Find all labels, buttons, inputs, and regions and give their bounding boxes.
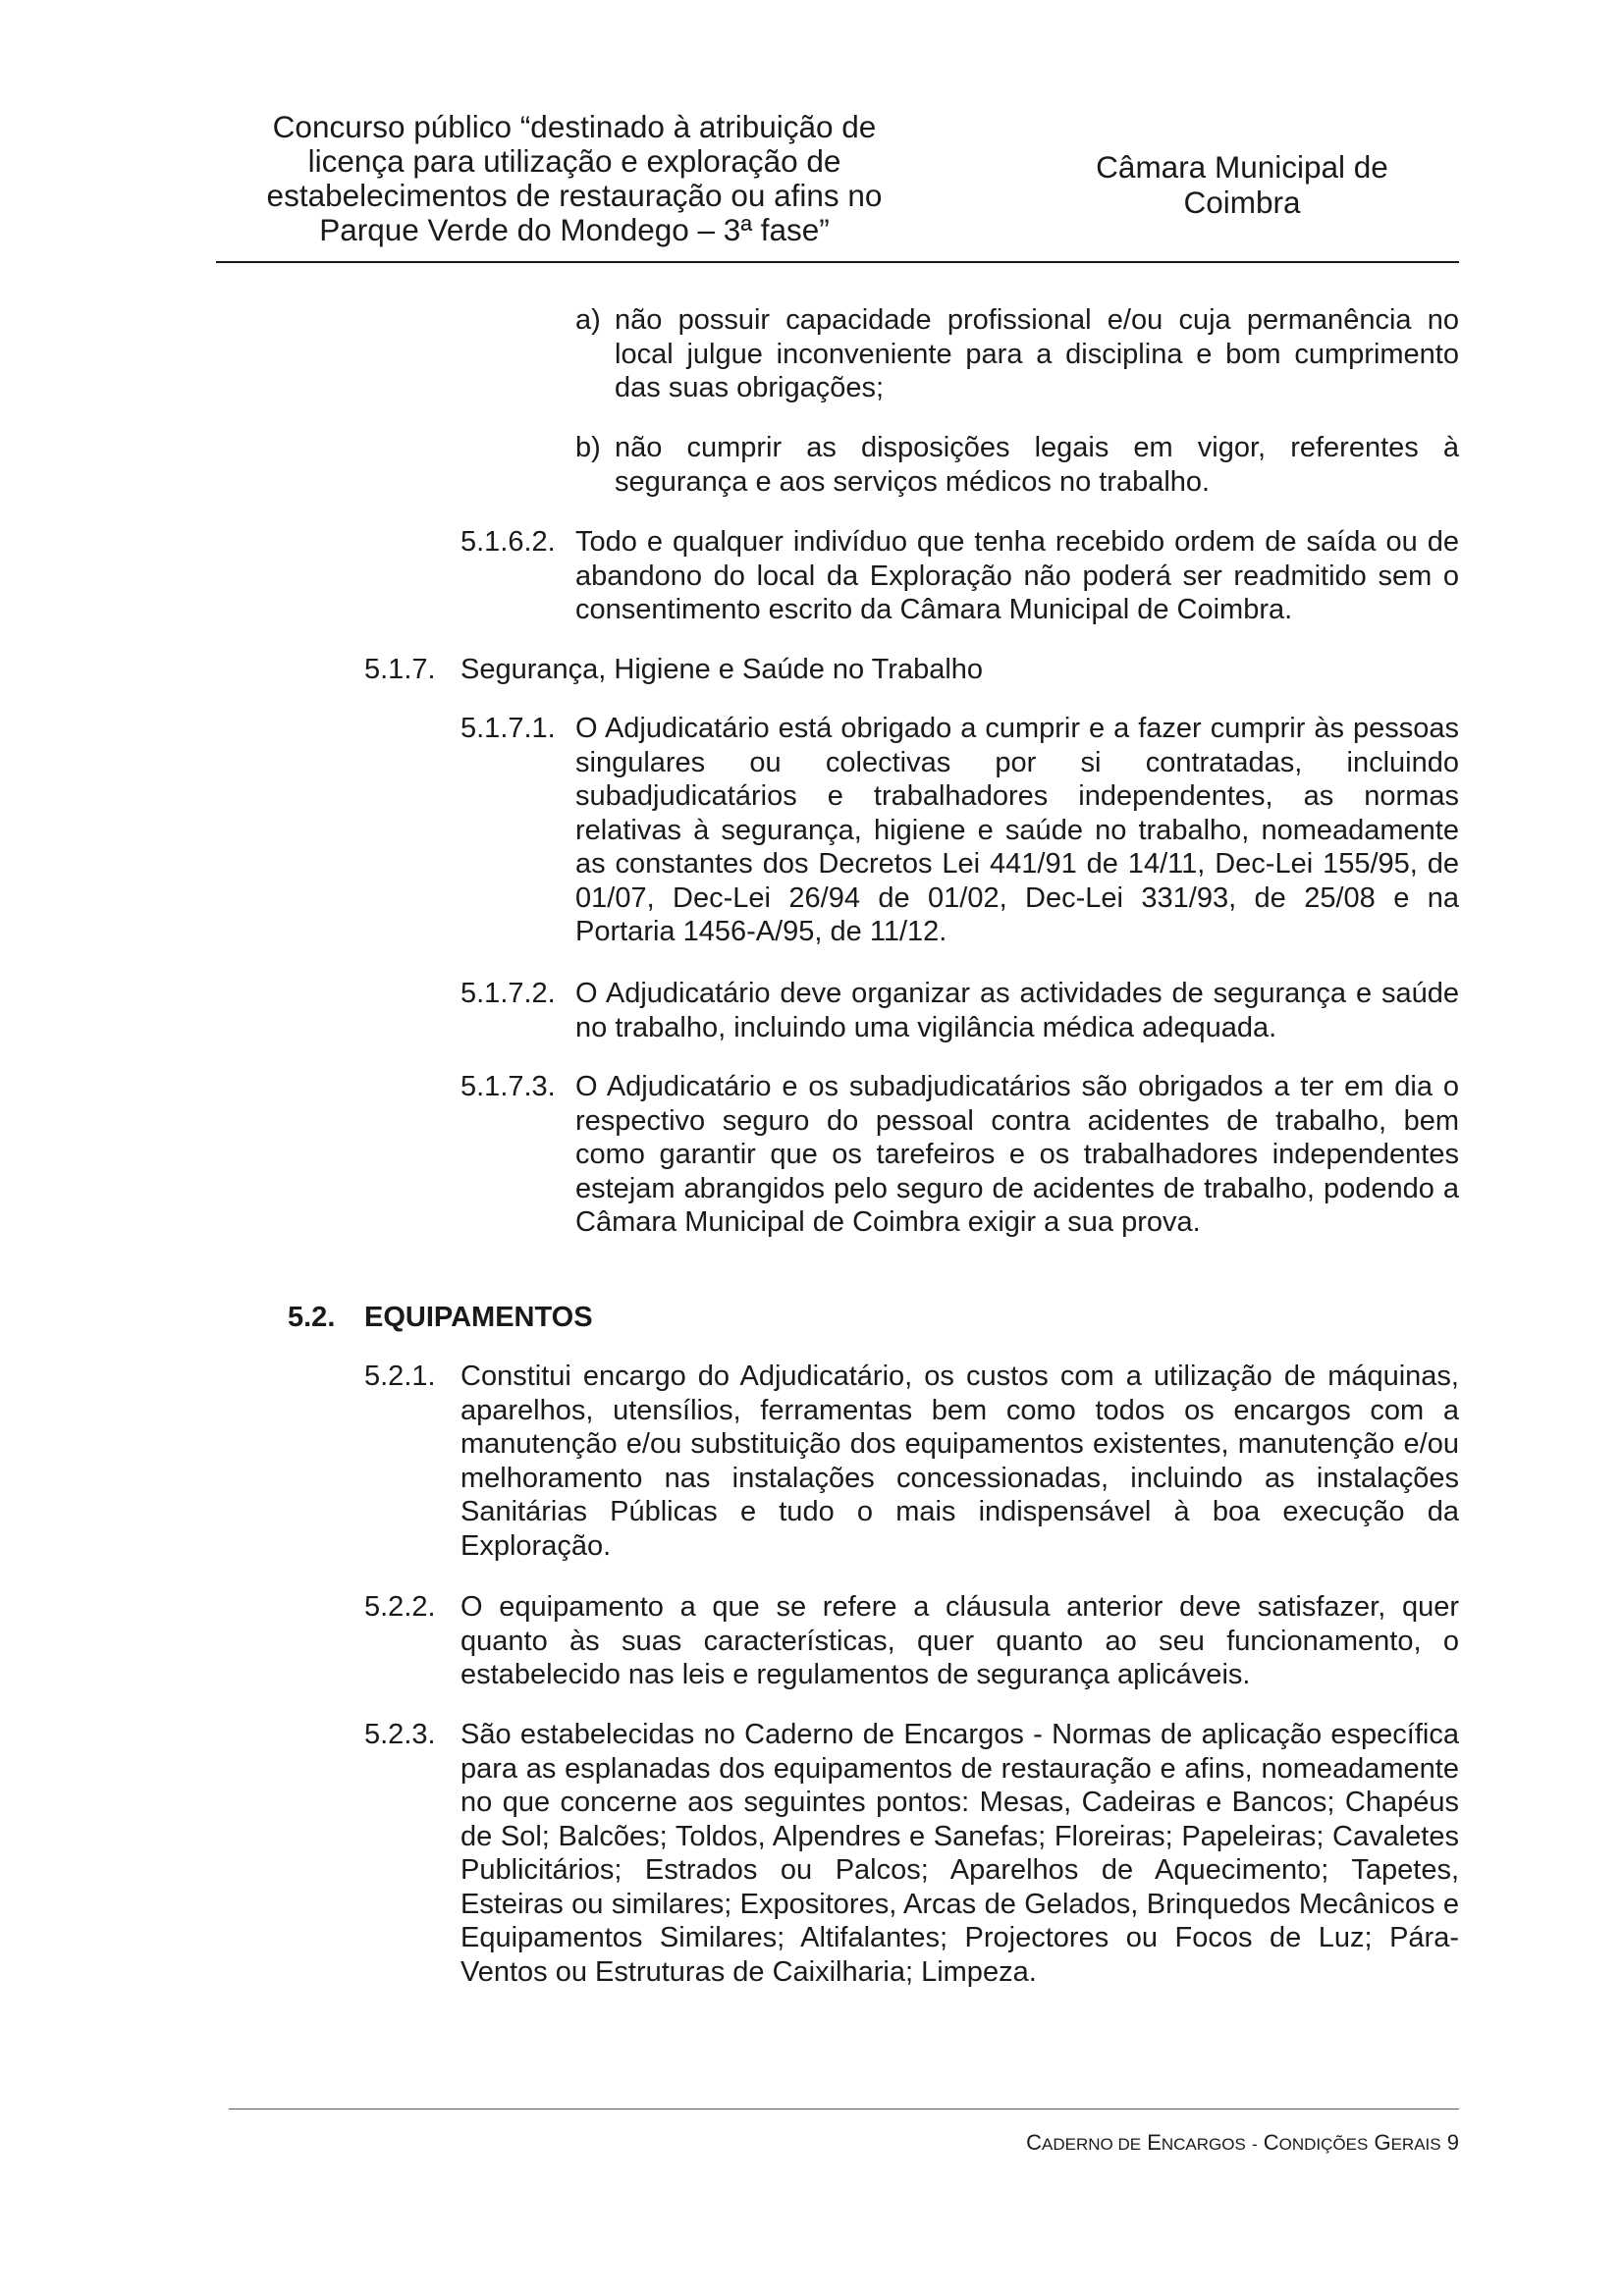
- page-footer: [1026, 2130, 1459, 2158]
- clause-number: 5.1.6.2.: [460, 526, 556, 558]
- clause-5-2-2: [364, 1590, 1459, 1693]
- footer-word-initial: E: [1147, 2130, 1162, 2155]
- list-item-b: [575, 431, 1459, 500]
- header-title-line: licença para utilização e exploração de: [307, 143, 841, 179]
- clause-text: O Adjudicatário deve organizar as actividades de segurança e saúde no trabalho, incluindo uma vigilância médica adequada.: [575, 978, 1459, 1043]
- clause-number: 5.1.7.1.: [460, 713, 556, 744]
- clause-text: Constitui encargo do Adjudicatário, os custos com a utilização de máquinas, aparelhos, utensílios, ferramentas bem como todos os encargos com a manutenção e/ou substituição dos equipamentos existentes, manutenção e/ou melhoramento nas instalações concessionadas, incluindo as instalações Sanitárias Públicas e tudo o mais indispensável à boa execução da Exploração.: [460, 1361, 1459, 1562]
- header-contest-title: [216, 110, 933, 247]
- clause-text: Todo e qualquer indivíduo que tenha recebido ordem de saída ou de abandono do local da Exploração não poderá ser readmitido sem o consentimento escrito da Câmara Municipal de Coimbra.: [575, 526, 1459, 625]
- clause-number: 5.1.7.: [364, 654, 436, 685]
- clause-number: 5.2.2.: [364, 1591, 436, 1623]
- clause-title: Segurança, Higiene e Saúde no Trabalho: [460, 654, 984, 685]
- section-heading-5-2: [288, 1301, 877, 1335]
- footer-word-rest: ADERNO DE: [1041, 2135, 1142, 2154]
- item-number: b): [575, 432, 601, 463]
- clause-5-1-7: [364, 653, 1459, 687]
- clause-number: 5.1.7.3.: [460, 1071, 556, 1102]
- clause-5-2-1: [364, 1360, 1459, 1566]
- header-title-line: Concurso público “destinado à atribuição de: [272, 109, 877, 144]
- item-text: não cumprir as disposições legais em vigor, referentes à segurança e aos serviços médicos no trabalho.: [615, 432, 1459, 498]
- page-header: [216, 110, 1463, 262]
- clause-text: O Adjudicatário está obrigado a cumprir e a fazer cumprir às pessoas singulares ou colectivas por si contratadas, incluindo subadjudicatários e trabalhadores independentes, as normas relativas à segurança, higiene e saúde no trabalho, nomeadamente as constantes dos Decretos Lei 441/91 de 14/11, Dec-Lei 155/95, de 01/07, Dec-Lei 26/94 de 01/02, Dec-Lei 331/93, de 25/08 e na Portaria 1456-A/95, de 11/12.: [575, 713, 1459, 947]
- footer-word-rest: ERAIS: [1390, 2135, 1441, 2154]
- item-number: a): [575, 304, 601, 336]
- clause-text: O equipamento a que se refere a cláusula anterior deve satisfazer, quer quanto às suas características, quer quanto ao seu funcionamento, o estabelecido nas leis e regulamentos de segurança aplicáveis.: [460, 1591, 1459, 1690]
- item-text: não possuir capacidade profissional e/ou cuja permanência no local julgue inconveniente para a disciplina e bom cumprimento das suas obrigações;: [615, 304, 1459, 403]
- clause-text: O Adjudicatário e os subadjudicatários são obrigados a ter em dia o respectivo seguro do pessoal contra acidentes de trabalho, bem como garantir que os tarefeiros e os trabalhadores independentes estejam abrangidos pelo seguro de acidentes de trabalho, podendo a Câmara Municipal de Coimbra exigir a sua prova.: [575, 1071, 1459, 1238]
- footer-word-initial: C: [1026, 2130, 1042, 2155]
- footer-word-initial: G: [1374, 2130, 1391, 2155]
- clause-text: São estabelecidas no Caderno de Encargos - Normas de aplicação específica para as esplanadas dos equipamentos de restauração e afins, nomeadamente no que concerne aos seguintes pontos: Mesas, Cadeiras e Bancos; Chapéus de Sol; Balcões; Toldos, Alpendres e Sanefas; Floreiras; Papeleiras; Cavaletes Publicitários; Estrados ou Palcos; Aparelhos de Aquecimento; Tapetes, Esteiras ou similares; Expositores, Arcas de Gelados, Brinquedos Mecânicos e Equipamentos Similares; Altifalantes; Projectores ou Focos de Luz; Pára-Ventos ou Estruturas de Caixilharia; Limpeza.: [460, 1719, 1459, 1988]
- header-organization: [1051, 149, 1434, 220]
- list-item-a: [575, 303, 1459, 406]
- header-title-line: Parque Verde do Mondego – 3ª fase”: [319, 212, 830, 247]
- clause-5-2-3: [364, 1718, 1459, 2027]
- page-number: 9: [1446, 2130, 1459, 2155]
- clause-5-1-7-1: [460, 712, 1459, 952]
- clause-number: 5.2.3.: [364, 1719, 436, 1750]
- section-title: EQUIPAMENTOS: [364, 1302, 593, 1333]
- footer-separator: -: [1251, 2135, 1258, 2154]
- clause-5-1-7-2: [460, 977, 1459, 1045]
- header-org-line: Câmara Municipal de: [1096, 149, 1388, 185]
- footer-word-initial: C: [1263, 2130, 1279, 2155]
- header-divider: [216, 261, 1459, 263]
- clause-5-1-6-2: [460, 525, 1459, 628]
- section-number: 5.2.: [288, 1302, 336, 1333]
- clause-number: 5.2.1.: [364, 1361, 436, 1392]
- header-org-line: Coimbra: [1183, 185, 1301, 220]
- footer-word-rest: NCARGOS: [1161, 2135, 1246, 2154]
- clause-5-1-7-3: [460, 1070, 1459, 1276]
- header-title-line: estabelecimentos de restauração ou afins no: [266, 178, 883, 213]
- clause-number: 5.1.7.2.: [460, 978, 556, 1009]
- footer-word-rest: ONDIÇÕES: [1278, 2135, 1369, 2154]
